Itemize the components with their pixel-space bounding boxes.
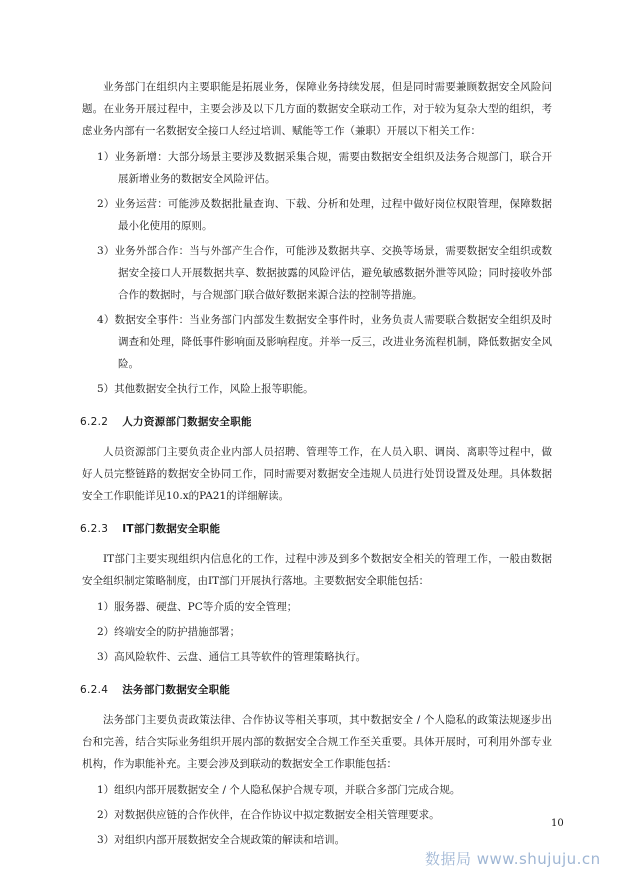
list-item: 1）组织内部开展数据安全 / 个人隐私保护合规专项，并联合多部门完成合规。 <box>97 784 461 796</box>
list-item: 2）业务运营：可能涉及数据批量查询、下载、分析和处理，过程中做好岗位权限管理，保障数据最小化使用的原则。 <box>97 198 552 232</box>
section-heading <box>80 521 552 536</box>
page-number: 10 <box>551 818 564 829</box>
section-number: 6.2.2 <box>80 416 109 428</box>
intro-paragraph: 业务部门在组织内主要职能是拓展业务，保障业务持续发展，但是同时需要兼顾数据安全风险问题。在业务开展过程中，主要会涉及以下几方面的数据安全联动工作，对于较为复杂大型的组织，考虑业务内部有一名数据安全接口人经过培训、赋能等工作（兼职）开展以下相关工作： <box>82 81 552 137</box>
list-item: 3）高风险软件、云盘、通信工具等软件的管理策略执行。 <box>97 651 367 663</box>
section-heading <box>80 414 552 429</box>
page-content <box>82 76 552 854</box>
list-item: 1）业务新增：大部分场景主要涉及数据采集合规，需要由数据安全组织及法务合规部门，联合开展新增业务的数据安全风险评估。 <box>97 151 552 185</box>
section-paragraph: 人员资源部门主要负责企业内部人员招聘、管理等工作，在人员入职、调岗、离职等过程中，做好人员完整链路的数据安全协同工作，同时需要对数据安全违规人员进行处罚设置及处理。具体数据安全工作职能详见10.x的PA21的详细解读。 <box>82 446 552 502</box>
list-item: 2）对数据供应链的合作伙伴，在合作协议中拟定数据安全相关管理要求。 <box>97 809 440 821</box>
section-title: 人力资源部门数据安全职能 <box>122 416 252 428</box>
section-title: 法务部门数据安全职能 <box>122 684 231 696</box>
list-item: 3）业务外部合作：当与外部产生合作，可能涉及数据共享、交换等场景，需要数据安全组织或数据安全接口人开展数据共享、数据披露的风险评估，避免敏感数据外泄等风险；同时接收外部合作的数据时，与合规部门联合做好数据来源合法的控制等措施。 <box>97 245 552 301</box>
section-list <box>82 596 552 668</box>
section-heading <box>80 682 552 697</box>
section-title: IT部门数据安全职能 <box>122 523 221 535</box>
list-item: 2）终端安全的防护措施部署； <box>97 626 241 638</box>
section-paragraph: 法务部门主要负责政策法律、合作协议等相关事项，其中数据安全 / 个人隐私的政策法规逐步出台和完善，结合实际业务组织开展内部的数据安全合规工作至关重要。具体开展时，可利用外部专业机构，作为职能补充。主要会涉及到联动的数据安全工作职能包括： <box>82 714 552 770</box>
list-item: 1）服务器、硬盘、PC等介质的安全管理； <box>97 601 298 613</box>
list-item: 3）对组织内部开展数据安全合规政策的解读和培训。 <box>97 834 346 846</box>
list-item: 5）其他数据安全执行工作，风险上报等职能。 <box>97 383 314 395</box>
section-paragraph: IT部门主要实现组织内信息化的工作，过程中涉及到多个数据安全相关的管理工作，一般由数据安全组织制定策略制度，由IT部门开展执行落地。主要数据安全职能包括： <box>82 553 552 587</box>
section-number: 6.2.3 <box>80 523 109 535</box>
list-item: 4）数据安全事件：当业务部门内部发生数据安全事件时，业务负责人需要联合数据安全组织及时调查和处理，降低事件影响面及影响程度。并举一反三，改进业务流程机制，降低数据安全风险。 <box>97 314 552 370</box>
intro-list <box>82 146 552 400</box>
watermark: 数据局 www.shujuju.cn <box>425 850 601 868</box>
section-list <box>82 779 552 851</box>
section-number: 6.2.4 <box>80 684 109 696</box>
